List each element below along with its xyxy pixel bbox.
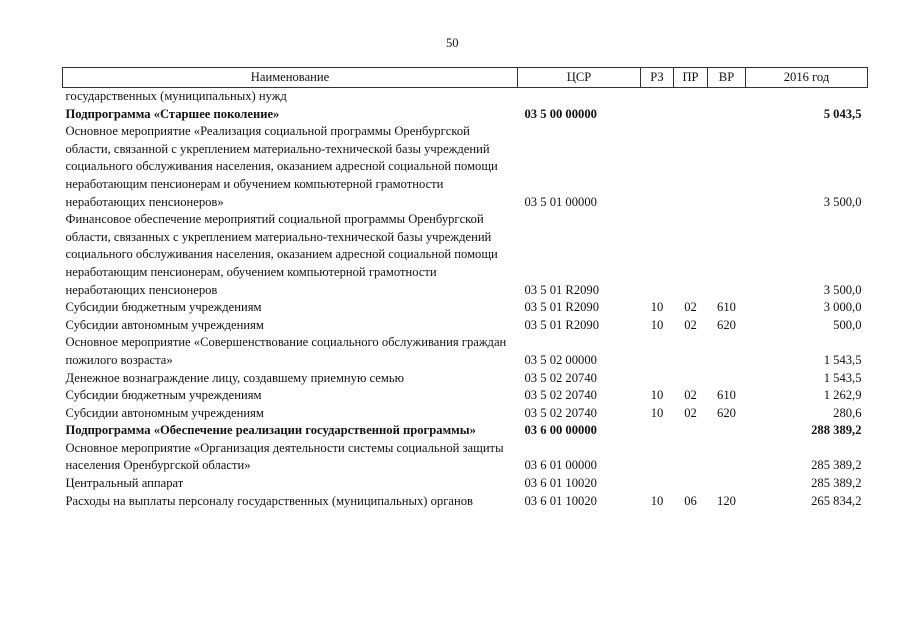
- row-pr: [674, 422, 708, 440]
- table-row: [63, 106, 868, 124]
- row-vr: [708, 475, 746, 493]
- table-row: [63, 123, 868, 211]
- row-name: Расходы на выплаты персоналу государственных (муниципальных) органов: [65, 493, 473, 508]
- row-rz: [641, 422, 674, 440]
- table-body: [63, 88, 868, 511]
- table-row: [63, 440, 868, 475]
- column-header-csr: ЦСР: [518, 68, 641, 88]
- column-header-pr: ПР: [674, 68, 708, 88]
- row-csr: 03 5 02 20740: [524, 388, 597, 403]
- row-pr: [674, 88, 708, 106]
- row-amount: 3 000,0: [823, 300, 862, 315]
- row-vr: [708, 88, 746, 106]
- row-rz: [641, 211, 674, 299]
- row-csr: 03 5 01 00000: [524, 194, 597, 209]
- row-amount: 1 543,5: [823, 352, 862, 367]
- table-row: [63, 334, 868, 369]
- row-name: Основное мероприятие «Организация деятельности системы социальной защиты населения Оренбургской области»: [65, 440, 504, 473]
- row-name: Основное мероприятие «Совершенствование социального обслуживания граждан пожилого возраста»: [65, 335, 507, 367]
- table-row: [63, 317, 868, 335]
- row-csr: 03 5 00 00000: [524, 106, 597, 121]
- row-name: Денежное вознаграждение лицу, создавшему приемную семью: [65, 370, 404, 385]
- row-vr: [708, 440, 746, 475]
- row-rz: [641, 334, 674, 369]
- row-vr: 620: [717, 317, 736, 332]
- row-pr: [674, 211, 708, 299]
- row-pr: [674, 334, 708, 369]
- row-rz: 10: [650, 300, 664, 315]
- row-rz: [641, 88, 674, 106]
- row-rz: [641, 123, 674, 211]
- row-pr: [674, 370, 708, 388]
- table-row: [63, 405, 868, 423]
- budget-table: [62, 67, 868, 510]
- row-name: Финансовое обеспечение мероприятий социальной программы Оренбургской области, связанных с укреплением материально-технической базы учреждений социального обслуживания населения, оказанием адресной социальной помощи неработающим пенсионерам, обучением компьютерной грамотности неработающих пенсионеров: [65, 212, 498, 297]
- table-row: [63, 211, 868, 299]
- row-pr: 02: [684, 405, 697, 420]
- row-csr: 03 5 01 R2090: [524, 317, 600, 332]
- row-csr: [518, 88, 641, 106]
- row-name: Субсидии автономным учреждениям: [65, 405, 264, 420]
- row-pr: [674, 475, 708, 493]
- row-name: Подпрограмма «Обеспечение реализации государственной программы»: [65, 423, 476, 438]
- row-csr: 03 5 02 00000: [524, 352, 597, 367]
- table-row: [63, 88, 868, 106]
- row-rz: 10: [650, 388, 664, 403]
- row-rz: 10: [650, 317, 664, 332]
- column-header-vr: ВР: [708, 68, 746, 88]
- row-csr: 03 5 02 20740: [524, 370, 597, 385]
- row-rz: 10: [650, 405, 664, 420]
- row-pr: 02: [684, 317, 697, 332]
- row-amount: 3 500,0: [823, 194, 862, 209]
- row-name: Центральный аппарат: [65, 476, 184, 491]
- row-name: Подпрограмма «Старшее поколение»: [65, 106, 280, 121]
- row-amount: 285 389,2: [811, 476, 862, 491]
- row-rz: [641, 440, 674, 475]
- row-name: Субсидии бюджетным учреждениям: [65, 300, 262, 315]
- row-rz: 10: [650, 493, 664, 508]
- row-amount: 280,6: [833, 405, 862, 420]
- row-pr: 02: [684, 388, 697, 403]
- row-csr: 03 6 01 10020: [524, 493, 597, 508]
- row-vr: [708, 422, 746, 440]
- row-name: Основное мероприятие «Реализация социальной программы Оренбургской области, связанной с укреплением материально-технической базы учреждений социального обслуживания населения, оказанием адресной социальной помощи неработающим пенсионерам и обучением компьютерной грамотности неработающих пенсионеров»: [65, 124, 498, 209]
- row-csr: 03 6 01 00000: [524, 458, 597, 473]
- row-vr: 120: [717, 493, 736, 508]
- table-row: [63, 475, 868, 493]
- row-rz: [641, 370, 674, 388]
- row-pr: [674, 106, 708, 124]
- row-csr: 03 5 01 R2090: [524, 300, 600, 315]
- row-vr: [708, 106, 746, 124]
- row-csr: 03 5 02 20740: [524, 405, 597, 420]
- row-amount: 3 500,0: [823, 282, 862, 297]
- row-pr: [674, 440, 708, 475]
- table-row: [63, 493, 868, 511]
- row-rz: [641, 475, 674, 493]
- row-vr: 610: [717, 388, 736, 403]
- page-number: 50: [446, 36, 459, 50]
- row-amount: 288 389,2: [811, 423, 862, 438]
- table-header: [63, 68, 868, 88]
- table-row: [63, 299, 868, 317]
- row-csr: 03 5 01 R2090: [524, 282, 600, 297]
- row-amount: 1 262,9: [823, 388, 862, 403]
- row-vr: 620: [717, 405, 736, 420]
- row-name: Субсидии бюджетным учреждениям: [65, 388, 262, 403]
- row-csr: 03 6 00 00000: [524, 423, 597, 438]
- row-vr: 610: [717, 300, 736, 315]
- row-csr: 03 6 01 10020: [524, 476, 597, 491]
- row-amount: 265 834,2: [811, 493, 862, 508]
- row-pr: [674, 123, 708, 211]
- row-amount: 1 543,5: [823, 370, 862, 385]
- table-row: [63, 422, 868, 440]
- row-vr: [708, 370, 746, 388]
- row-amount: 285 389,2: [811, 458, 862, 473]
- row-pr: 06: [684, 493, 697, 508]
- table-row: [63, 370, 868, 388]
- column-header-year: 2016 год: [746, 68, 868, 88]
- column-header-rz: РЗ: [641, 68, 674, 88]
- row-amount: [746, 88, 868, 106]
- row-pr: 02: [684, 300, 697, 315]
- row-vr: [708, 334, 746, 369]
- row-vr: [708, 123, 746, 211]
- row-name: Субсидии автономным учреждениям: [65, 317, 264, 332]
- column-header-name: Наименование: [63, 68, 518, 88]
- row-vr: [708, 211, 746, 299]
- row-amount: 5 043,5: [823, 106, 862, 121]
- table-row: [63, 387, 868, 405]
- row-rz: [641, 106, 674, 124]
- row-name: государственных (муниципальных) нужд: [65, 89, 287, 103]
- row-amount: 500,0: [833, 317, 862, 332]
